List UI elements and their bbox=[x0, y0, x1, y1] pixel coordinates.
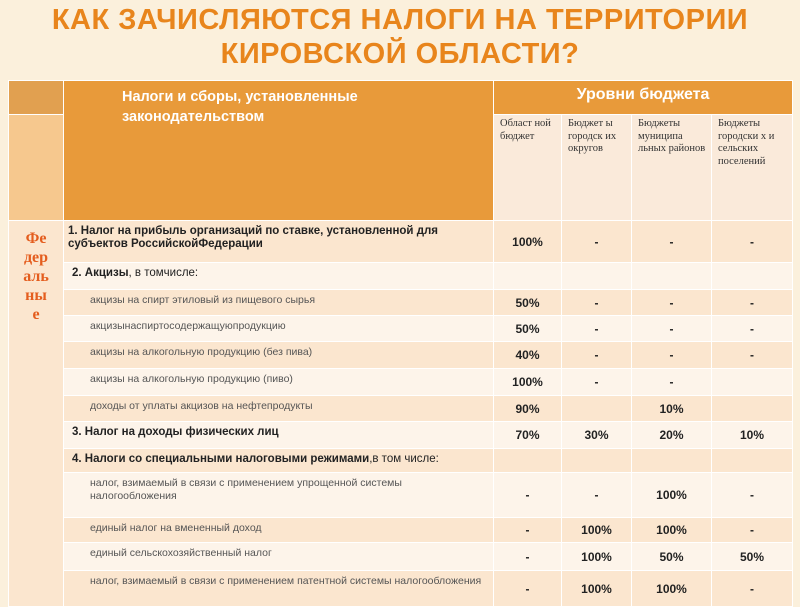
budget-levels-header: Уровни бюджета bbox=[494, 81, 793, 115]
tax-table: Налоги и сборы, установленные законодательством Уровни бюджета Област ной бюджет Бюджет ы городск их округов Бюджеты муниципа льных районов Бюджеты городски х и сельских поселений Фе дер аль ны е 1. Налог на прибыль организаций по ставке, установленной для субъектов РоссийскойФедерации 100% - - - 2. Акцизы, в томчисле: акцизы на спирт этиловый из пищевого сырья 50% - - - акцизынаспиртосодержащуюпродукцию 50% - - - акцизы на алкогольную продукцию (без пива) 40% - - - акцизы на алкогольную продукцию (пиво) 100% - - доходы от уплаты акцизов на нефтепродукты 90% 10% 3. Налог на доходы физических лиц 70% 30% 20% 10% 4. Налоги со специальными налоговыми режимами,в том числе: налог, взимаемый в связи с применением упрощенной системы налогообложения - - 100% - единый налог на вмененный доход - 100% 100% - единый сельскохозяйственный налог - 100% 50% 50% налог, взимаемый в связи с применением патентной системы налогообложения - 100% 100% - bbox=[8, 80, 793, 607]
corner-cell-bottom bbox=[9, 115, 64, 221]
row-name: налог, взимаемый в связи с применением упрощенной системы налогообложения bbox=[64, 473, 494, 518]
taxes-column-header: Налоги и сборы, установленные законодательством bbox=[64, 81, 494, 221]
row-name: 4. Налоги со специальными налоговыми режимами,в том числе: bbox=[64, 449, 494, 473]
federal-side-label: Фе дер аль ны е bbox=[9, 221, 64, 607]
cell-settlement: - bbox=[712, 221, 793, 263]
subheader-regional: Област ной бюджет bbox=[494, 115, 562, 221]
row-name: доходы от уплаты акцизов на нефтепродукты bbox=[64, 396, 494, 422]
row-name: акцизы на алкогольную продукцию (пиво) bbox=[64, 369, 494, 396]
row-name: единый налог на вмененный доход bbox=[64, 518, 494, 543]
subheader-city-districts: Бюджет ы городск их округов bbox=[562, 115, 632, 221]
row-name: 2. Акцизы, в томчисле: bbox=[64, 263, 494, 290]
cell-city: - bbox=[562, 221, 632, 263]
subheader-municipal-districts: Бюджеты муниципа льных районов bbox=[632, 115, 712, 221]
cell-regional: 100% bbox=[494, 221, 562, 263]
row-name: 3. Налог на доходы физических лиц bbox=[64, 422, 494, 449]
row-name: единый сельскохозяйственный налог bbox=[64, 543, 494, 571]
row-name: 1. Налог на прибыль организаций по ставке, установленной для субъектов РоссийскойФедерации bbox=[64, 221, 494, 263]
row-name: акцизынаспиртосодержащуюпродукцию bbox=[64, 316, 494, 342]
cell-municipal: - bbox=[632, 221, 712, 263]
subheader-settlements: Бюджеты городски х и сельских поселений bbox=[712, 115, 793, 221]
row-name: акцизы на алкогольную продукцию (без пива) bbox=[64, 342, 494, 369]
title-line-2: КИРОВСКОЙ ОБЛАСТИ? bbox=[220, 38, 580, 70]
page-title bbox=[0, 0, 800, 78]
title-line-1: КАК ЗАЧИСЛЯЮТСЯ НАЛОГИ НА ТЕРРИТОРИИ bbox=[51, 4, 749, 36]
row-name: акцизы на спирт этиловый из пищевого сырья bbox=[64, 290, 494, 316]
row-name: налог, взимаемый в связи с применением патентной системы налогообложения bbox=[64, 571, 494, 607]
corner-cell-top bbox=[9, 81, 64, 115]
